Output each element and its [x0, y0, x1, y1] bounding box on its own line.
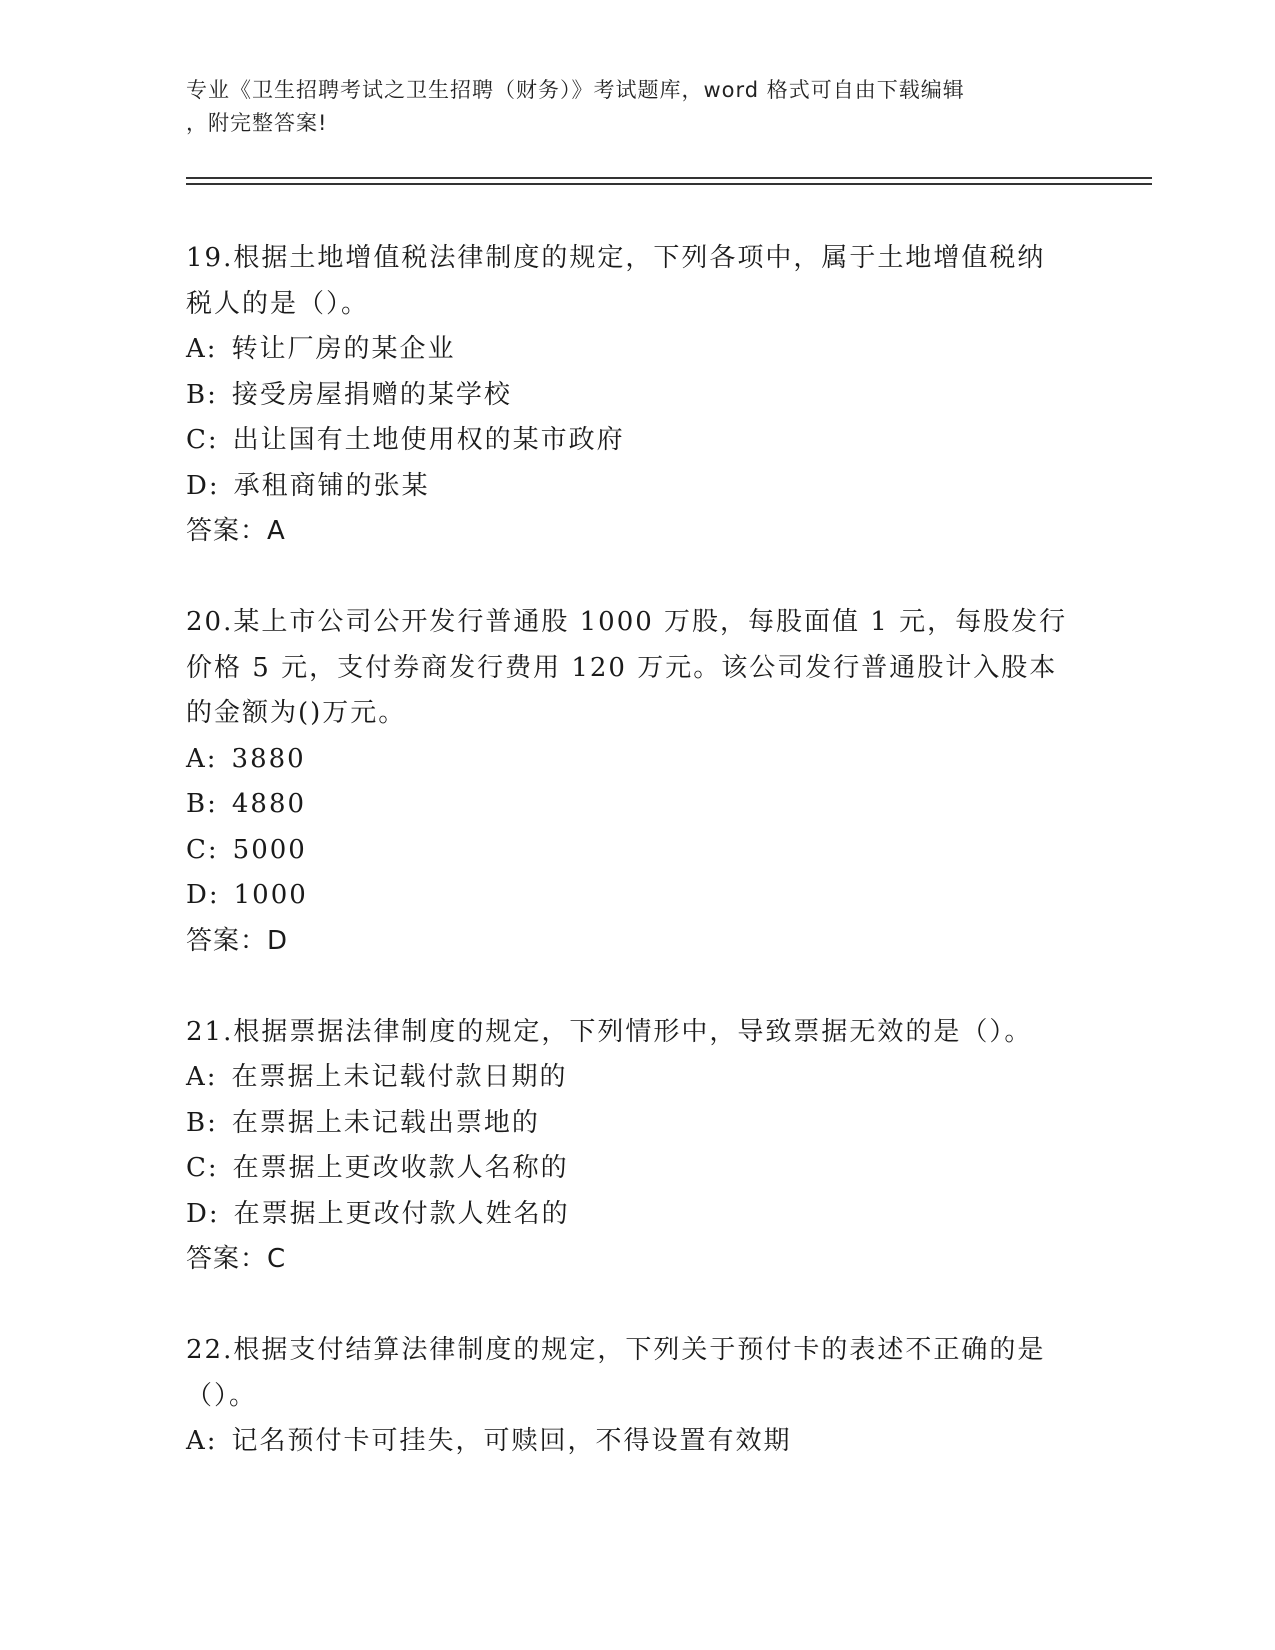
header-line-1: 专业《卫生招聘考试之卫生招聘（财务）》考试题库，word 格式可自由下载编辑	[186, 78, 965, 102]
option-c	[186, 1146, 1086, 1192]
option-key: C:	[186, 425, 219, 455]
option-text: 在票据上未记载出票地的	[231, 1107, 540, 1138]
question-22	[186, 1328, 1086, 1465]
header-line-2: ，附完整答案!	[186, 111, 328, 135]
option-text: 5000	[232, 834, 307, 865]
answer-line: 答案：A	[186, 516, 286, 546]
question-19	[186, 236, 1086, 555]
question-text-line: 21.根据票据法律制度的规定，下列情形中，导致票据无效的是（）。	[186, 1016, 1033, 1047]
option-text: 承租商铺的张某	[233, 470, 430, 501]
question-list	[186, 236, 1086, 1465]
option-text: 出让国有土地使用权的某市政府	[232, 425, 625, 455]
question-spacer	[186, 555, 1086, 601]
option-key: A:	[186, 1062, 218, 1092]
header-rule-top	[186, 177, 1152, 179]
option-text: 在票据上更改收款人名称的	[232, 1153, 569, 1183]
question-spacer	[186, 964, 1086, 1010]
header-rule-bottom	[186, 183, 1152, 185]
question-20	[186, 600, 1086, 964]
option-text: 3880	[231, 743, 306, 774]
question-text-line: 价格 5 元，支付券商发行费用 120 万元。该公司发行普通股计入股本	[186, 652, 1058, 683]
option-a	[186, 1419, 1086, 1465]
option-text: 在票据上未记载付款日期的	[231, 1062, 568, 1092]
option-d	[186, 1192, 1086, 1238]
option-key: B:	[186, 789, 218, 819]
option-key: D:	[186, 1198, 220, 1229]
question-text-line: 22.根据支付结算法律制度的规定，下列关于预付卡的表述不正确的是	[186, 1335, 1046, 1365]
option-b	[186, 1101, 1086, 1147]
question-text-line: 19.根据土地增值税法律制度的规定，下列各项中，属于土地增值税纳	[186, 243, 1046, 273]
question-text-line: 20.某上市公司公开发行普通股 1000 万股，每股面值 1 元，每股发行	[186, 607, 1068, 637]
option-text: 4880	[231, 789, 307, 819]
option-key: B:	[186, 379, 218, 410]
option-d	[186, 873, 1086, 919]
document-header	[186, 74, 1066, 140]
option-text: 转让厂房的某企业	[231, 334, 456, 364]
option-key: A:	[186, 334, 218, 364]
question-text-line: 税人的是（）。	[186, 288, 370, 319]
option-key: A:	[186, 743, 218, 774]
question-text-line: （）。	[186, 1380, 258, 1411]
option-c	[186, 828, 1086, 874]
option-b	[186, 782, 1086, 828]
option-key: A:	[186, 1426, 218, 1456]
question-text-line: 的金额为()万元。	[186, 698, 407, 728]
option-key: D:	[186, 880, 220, 910]
option-key: D:	[186, 470, 220, 501]
option-text: 在票据上更改付款人姓名的	[233, 1198, 570, 1229]
option-text: 1000	[233, 880, 308, 910]
option-a	[186, 327, 1086, 373]
option-text: 记名预付卡可挂失，可赎回，不得设置有效期	[231, 1426, 792, 1456]
question-21	[186, 1010, 1086, 1283]
answer-line: 答案：D	[186, 925, 289, 956]
option-key: C:	[186, 1153, 219, 1183]
question-spacer	[186, 1283, 1086, 1329]
option-c	[186, 418, 1086, 464]
option-key: C:	[186, 834, 219, 865]
option-text: 接受房屋捐赠的某学校	[231, 379, 512, 410]
answer-line: 答案：C	[186, 1244, 287, 1274]
option-key: B:	[186, 1107, 218, 1138]
option-b	[186, 373, 1086, 419]
option-d	[186, 464, 1086, 510]
option-a	[186, 737, 1086, 783]
option-a	[186, 1055, 1086, 1101]
